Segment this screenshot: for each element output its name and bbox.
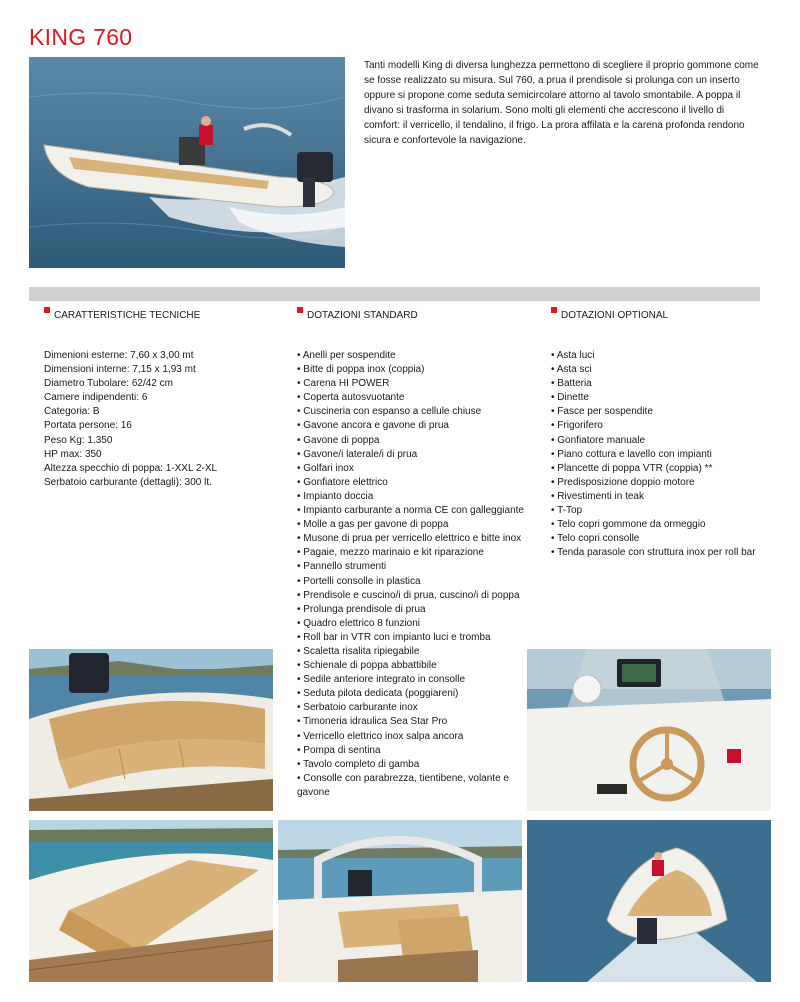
list-item: • Rivestimenti in teak xyxy=(551,490,644,502)
optional-heading: DOTAZIONI OPTIONAL xyxy=(551,307,668,321)
list-item: Dimenioni esterne: 7,60 x 3,00 mt xyxy=(44,350,194,361)
list-item: Camere indipendenti: 6 xyxy=(44,392,148,404)
intro-paragraph: Tanti modelli King di diversa lunghezza permettono di scegliere il proprio gommone come se fosse realizzato su misura. Sul 760, a prua il prendisole si prolunga con un inserto oppure si propone come seduta semicircolare attorno al tavolo smontabile. A poppa il divano si trasforma in solarium. Sono molti gli elementi che accrescono il livello di comfort: il verricello, il tendalino, il frigo. La prora affilata e la carena profonda rendono sicura e confortevole la navigazione. xyxy=(364,60,759,146)
list-item: • Frigorifero xyxy=(551,420,603,432)
list-item: • Carena HI POWER xyxy=(297,378,390,390)
hero-boat-photo xyxy=(29,57,345,268)
technical-list xyxy=(44,349,217,490)
list-item: • Asta sci xyxy=(551,364,592,376)
red-square-icon xyxy=(44,307,50,313)
list-item: • Telo copri gommone da ormeggio xyxy=(551,519,706,531)
list-item: • Gonfiatore elettrico xyxy=(297,476,388,488)
section-divider xyxy=(29,287,760,301)
red-square-icon xyxy=(297,307,303,313)
list-item: Peso Kg: 1.350 xyxy=(44,434,113,446)
list-item: • Pagaie, mezzo marinaio e kit riparazione xyxy=(297,547,484,559)
list-item: HP max: 350 xyxy=(44,448,102,460)
list-item: • T-Top xyxy=(551,505,583,517)
list-item: Serbatoio carburante (dettagli): 300 lt. xyxy=(44,476,212,488)
standard-list xyxy=(297,349,525,800)
list-item: • Gavone ancora e gavone di prua xyxy=(297,420,449,432)
list-item: • Asta luci xyxy=(551,350,595,361)
list-item: • Fasce per sospendite xyxy=(551,406,653,418)
list-item: • Impianto doccia xyxy=(297,490,374,502)
list-item: • Seduta pilota dedicata (poggiareni) xyxy=(297,688,459,700)
list-item: Dimensioni interne: 7,15 x 1,93 mt xyxy=(44,364,196,376)
list-item: • Impianto carburante a norma CE con galleggiante xyxy=(297,505,524,517)
list-item: Altezza specchio di poppa: 1-XXL 2-XL xyxy=(44,462,218,474)
list-item: • Piano cottura e lavello con impianti xyxy=(551,448,712,460)
list-item: • Prolunga prendisole di prua xyxy=(297,603,426,615)
list-item: • Gavone di poppa xyxy=(297,434,380,446)
list-item: • Timoneria idraulica Sea Star Pro xyxy=(297,716,448,728)
list-item: Portata persone: 16 xyxy=(44,420,132,432)
technical-heading: CARATTERISTICHE TECNICHE xyxy=(44,307,200,321)
red-square-icon xyxy=(551,307,557,313)
console-photo xyxy=(527,649,771,811)
list-item: • Serbatoio carburante inox xyxy=(297,702,418,714)
list-item: • Anelli per sospendite xyxy=(297,350,396,361)
list-item: Categoria: B xyxy=(44,406,100,418)
list-item: • Scaletta risalita ripiegabile xyxy=(297,645,420,657)
list-item: • Batteria xyxy=(551,378,592,390)
list-item: • Prendisole e cuscino/i di prua, cuscino/i di poppa xyxy=(297,589,520,601)
list-item: • Golfari inox xyxy=(297,462,354,474)
list-item: • Dinette xyxy=(551,392,589,404)
list-item: • Predisposizione doppio motore xyxy=(551,476,695,488)
list-item: • Pannello strumenti xyxy=(297,561,387,573)
list-item: • Coperta autosvuotante xyxy=(297,392,405,404)
list-item: • Cuscineria con espanso a cellule chiuse xyxy=(297,406,482,418)
list-item: • Gavone/i laterale/i di prua xyxy=(297,448,418,460)
list-item: • Quadro elettrico 8 funzioni xyxy=(297,617,421,629)
list-item: • Plancette di poppa VTR (coppia) ** xyxy=(551,462,713,474)
list-item: • Verricello elettrico inox salpa ancora xyxy=(297,730,464,742)
list-item: • Roll bar in VTR con impianto luci e tromba xyxy=(297,631,491,643)
list-item: • Schienale di poppa abbattibile xyxy=(297,660,437,672)
page-title: KING 760 xyxy=(29,24,133,50)
list-item: • Portelli consolle in plastica xyxy=(297,575,421,587)
list-item: • Gonfiatore manuale xyxy=(551,434,646,446)
list-item: • Bitte di poppa inox (coppia) xyxy=(297,364,425,376)
roll-bar-seats-photo xyxy=(278,820,522,982)
list-item: • Pompa di sentina xyxy=(297,744,381,756)
list-item: • Sedile anteriore integrato in consolle xyxy=(297,674,466,686)
list-item: Diametro Tubolare: 62/42 cm xyxy=(44,378,173,390)
list-item: • Telo copri consolle xyxy=(551,533,640,545)
list-item: • Consolle con parabrezza, tientibene, volante e gavone xyxy=(297,772,509,798)
list-item: • Tavolo completo di gamba xyxy=(297,758,420,770)
list-item: • Musone di prua per verricello elettrico e bitte inox xyxy=(297,533,522,545)
stern-sofa-photo xyxy=(29,649,273,811)
boat-rear-view-photo xyxy=(527,820,771,982)
list-item: • Tenda parasole con struttura inox per roll bar xyxy=(551,547,756,559)
standard-heading: DOTAZIONI STANDARD xyxy=(297,307,418,321)
list-item: • Molle a gas per gavone di poppa xyxy=(297,519,449,531)
optional-list xyxy=(551,349,766,560)
bow-sunbed-photo xyxy=(29,820,273,982)
